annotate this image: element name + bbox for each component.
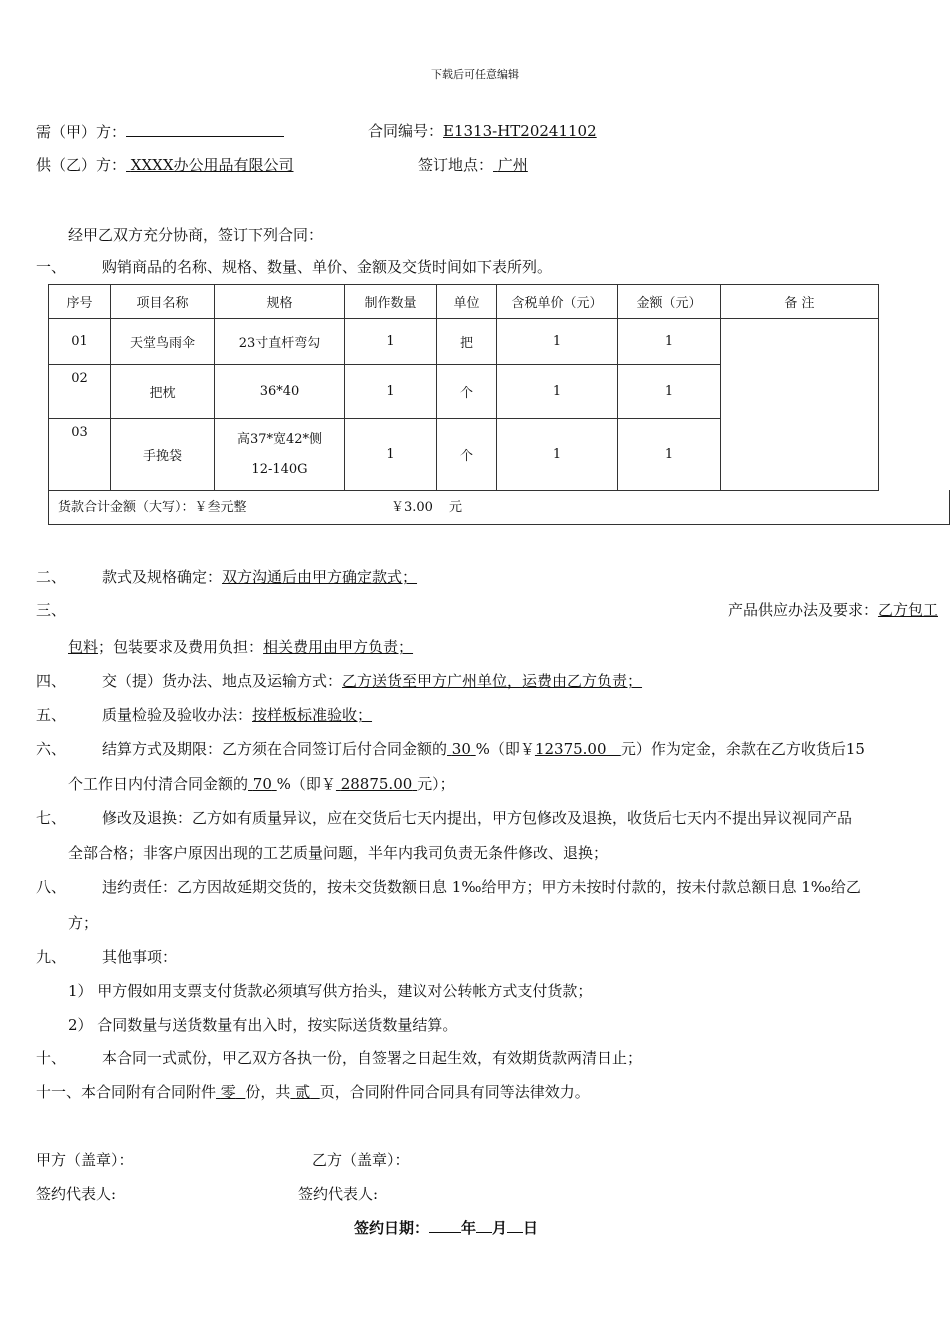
row-price: 1 xyxy=(497,419,618,491)
clause-7-line1: 修改及退换：乙方如有质量异议，应在交货后七天内提出，甲方包修改及退换，收货后七天内不提出异议视同产品 xyxy=(102,809,853,827)
year-blank xyxy=(429,1216,461,1233)
clause-4-label: 交（提）货办法、地点及运输方式： xyxy=(102,672,343,690)
clause-5-label: 质量检验及验收办法： xyxy=(102,706,253,724)
clause-3-value-b: 包料 xyxy=(68,638,99,656)
clause-5 xyxy=(102,704,372,725)
clause-6-text: %（即￥ xyxy=(276,775,336,793)
table-row xyxy=(49,319,879,365)
header-remark: 备 注 xyxy=(721,285,879,319)
clause-7-line2: 全部合格；非客户原因出现的工艺质量问题，半年内我司负责无条件修改、退换； xyxy=(68,844,609,862)
contract-no-label: 合同编号： xyxy=(368,122,444,140)
clause-11-pages: 贰 xyxy=(295,1083,311,1101)
clause-6-text: 元）； xyxy=(417,775,455,793)
clause-2-value: 双方沟通后由甲方确定款式； xyxy=(222,568,418,586)
clause-11-att: 零 xyxy=(220,1083,236,1101)
clause-8-line2: 方； xyxy=(68,914,99,932)
clause-1-num: 一、 xyxy=(36,258,67,276)
clause-3-line2 xyxy=(68,636,413,657)
clause-8-num: 八、 xyxy=(36,878,67,896)
row-name: 手挽袋 xyxy=(111,419,215,491)
header-qty: 制作数量 xyxy=(345,285,437,319)
clause-10-num: 十、 xyxy=(36,1049,67,1067)
clause-11-prefix: 十一、本合同附有合同附件 xyxy=(36,1083,217,1101)
clause-3-value-a: 乙方包工 xyxy=(877,601,938,619)
header-note: 下载后可任意编辑 xyxy=(431,68,519,81)
clause-11 xyxy=(36,1081,590,1102)
total-row xyxy=(48,490,950,525)
clause-6-text: %（即￥ xyxy=(475,740,535,758)
day-blank xyxy=(507,1216,523,1233)
header-name: 项目名称 xyxy=(111,285,215,319)
clause-6-line2 xyxy=(68,773,455,794)
clause-6-line1 xyxy=(102,738,865,759)
clause-3-label: 产品供应办法及要求： xyxy=(727,601,878,619)
row-no: 03 xyxy=(49,419,111,491)
goods-table xyxy=(48,284,879,491)
row-amount: 1 xyxy=(618,365,721,419)
day-label: 日 xyxy=(523,1219,539,1237)
month-label: 月 xyxy=(492,1219,508,1237)
party-b-label: 供（乙）方： xyxy=(36,156,127,174)
month-blank xyxy=(476,1216,492,1233)
clause-3-mid: ；包装要求及费用负担： xyxy=(98,638,264,656)
clause-6-num: 六、 xyxy=(36,740,67,758)
clause-7-num: 七、 xyxy=(36,809,67,827)
party-a-line xyxy=(36,120,284,142)
clause-6-amt1: 12375.00 xyxy=(534,740,607,758)
clause-6-pct2: 70 xyxy=(252,775,272,793)
clause-10-text: 本合同一式贰份，甲乙双方各执一份，自签署之日起生效，有效期货款两清日止； xyxy=(102,1049,643,1067)
row-qty: 1 xyxy=(345,319,437,365)
year-label: 年 xyxy=(461,1219,477,1237)
row-no: 01 xyxy=(49,319,111,365)
row-price: 1 xyxy=(497,319,618,365)
clause-2-num: 二、 xyxy=(36,568,67,586)
clause-6-text: 结算方式及期限：乙方须在合同签订后付合同金额的 xyxy=(102,740,448,758)
sign-date-label: 签约日期： xyxy=(354,1219,430,1237)
header-unit: 单位 xyxy=(437,285,497,319)
party-b-seal: 乙方（盖章）： xyxy=(312,1151,410,1169)
row-price: 1 xyxy=(497,365,618,419)
sign-place-line xyxy=(418,154,613,175)
clause-6-amt2: 28875.00 xyxy=(340,775,413,793)
clause-6-text: 个工作日内付清合同金额的 xyxy=(68,775,249,793)
sign-place-value: 广州 xyxy=(497,156,528,174)
total-value: ￥3.00 xyxy=(391,500,433,515)
party-a-seal: 甲方（盖章）： xyxy=(36,1151,134,1169)
header-spec: 规格 xyxy=(215,285,345,319)
party-a-label: 需（甲）方： xyxy=(36,123,127,141)
clause-5-num: 五、 xyxy=(36,706,67,724)
contract-no-line xyxy=(368,120,597,141)
header-no: 序号 xyxy=(49,285,111,319)
sign-date xyxy=(354,1216,538,1238)
party-b-value: XXXX办公用品有限公司 xyxy=(130,156,294,174)
intro-text: 经甲乙双方充分协商，签订下列合同： xyxy=(68,226,324,244)
row-qty: 1 xyxy=(345,365,437,419)
clause-6-pct1: 30 xyxy=(451,740,471,758)
clause-3-value-c: 相关费用由甲方负责； xyxy=(263,638,414,656)
clause-2-label: 款式及规格确定： xyxy=(102,568,223,586)
header-price: 含税单价（元） xyxy=(497,285,618,319)
total-label: 货款合计金额（大写）：￥叁元整 xyxy=(58,500,247,515)
clause-8-line1: 违约责任：乙方因故延期交货的，按未交货数额日息 1‰给甲方；甲方未按时付款的，按未付款总额日息 1‰给乙 xyxy=(102,878,861,896)
clause-6-text: 元）作为定金，余款在乙方收货后15 xyxy=(620,740,865,758)
clause-3-line1 xyxy=(728,599,938,620)
clause-9-num: 九、 xyxy=(36,948,67,966)
rep-b: 签约代表人: xyxy=(298,1185,379,1203)
contract-no-value: E1313-HT20241102 xyxy=(443,122,597,140)
row-unit: 个 xyxy=(437,365,497,419)
remark-cell xyxy=(721,319,879,491)
party-a-value xyxy=(126,120,284,137)
total-unit: 元 xyxy=(449,500,463,515)
row-spec: 23寸直杆弯勾 xyxy=(215,319,345,365)
clause-11-mid: 份，共 xyxy=(245,1083,291,1101)
row-spec-line2: 12-140G xyxy=(251,461,308,477)
row-unit: 个 xyxy=(437,419,497,491)
clause-9-title: 其他事项： xyxy=(102,948,178,966)
row-spec-line1: 高37*宽42*侧 xyxy=(236,431,323,447)
row-name: 天堂鸟雨伞 xyxy=(111,319,215,365)
sign-place-label: 签订地点： xyxy=(418,156,494,174)
row-spec xyxy=(215,419,345,491)
row-name: 把枕 xyxy=(111,365,215,419)
table-header-row xyxy=(49,285,879,319)
clause-3-num: 三、 xyxy=(36,601,67,619)
row-amount: 1 xyxy=(618,419,721,491)
clause-9-item1: 1） 甲方假如用支票支付货款必须填写供方抬头，建议对公转帐方式支付货款； xyxy=(68,982,593,1000)
row-qty: 1 xyxy=(345,419,437,491)
rep-a: 签约代表人: xyxy=(36,1185,117,1203)
clause-4 xyxy=(102,670,642,691)
clause-1-text: 购销商品的名称、规格、数量、单价、金额及交货时间如下表所列。 xyxy=(102,258,553,276)
header-amount: 金额（元） xyxy=(618,285,721,319)
row-spec: 36*40 xyxy=(215,365,345,419)
clause-4-num: 四、 xyxy=(36,672,67,690)
row-unit: 把 xyxy=(437,319,497,365)
clause-9-item2: 2） 合同数量与送货数量有出入时，按实际送货数量结算。 xyxy=(68,1016,458,1034)
clause-2 xyxy=(102,566,417,587)
row-amount: 1 xyxy=(618,319,721,365)
clause-11-suffix: 页，合同附件同合同具有同等法律效力。 xyxy=(319,1083,590,1101)
clause-5-value: 按样板标准验收； xyxy=(252,706,373,724)
party-b-line xyxy=(36,154,370,175)
clause-4-value: 乙方送货至甲方广州单位，运费由乙方负责； xyxy=(342,672,643,690)
row-no: 02 xyxy=(49,365,111,419)
